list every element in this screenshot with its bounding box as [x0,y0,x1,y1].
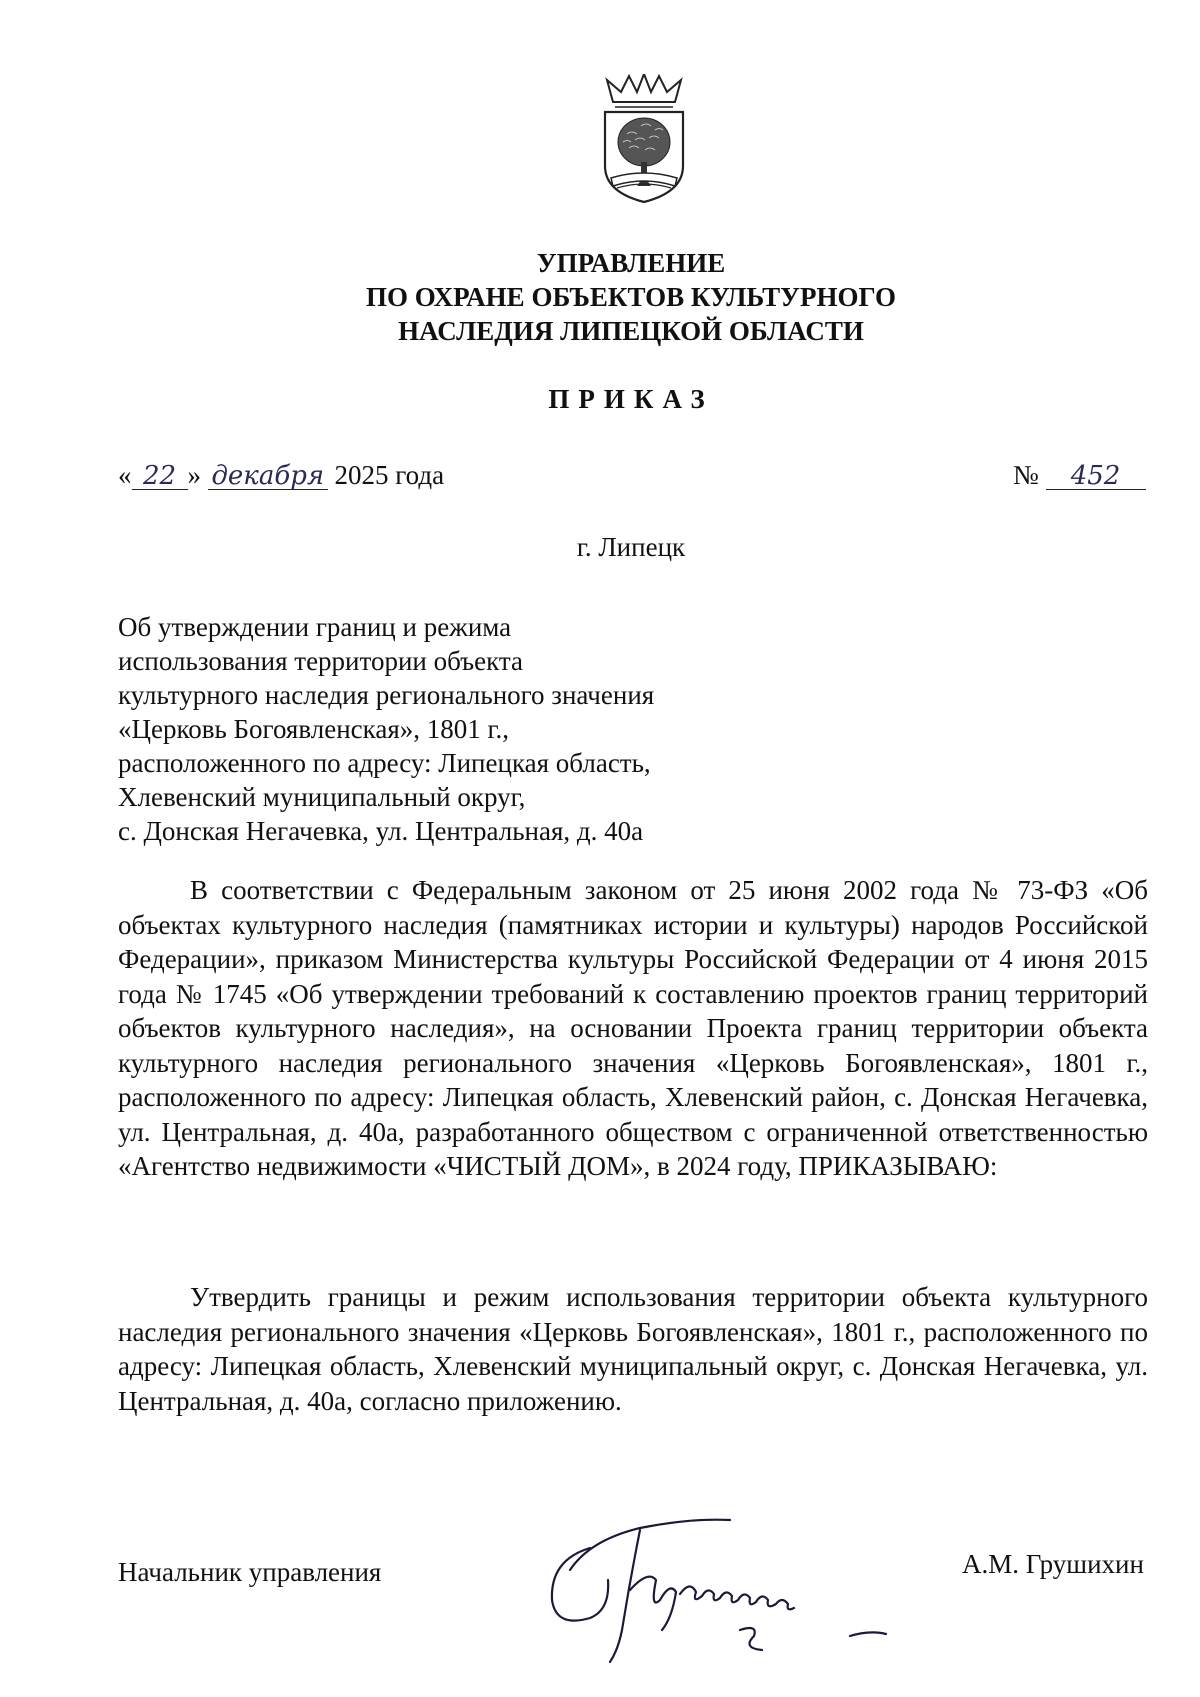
subject-line: культурного наследия регионального значения [118,680,655,710]
date-month: декабря [208,463,328,490]
order-subject [118,610,654,848]
signer-position: Начальник управления [118,1557,382,1587]
signer-name: А.М. Грушихин [962,1549,1144,1579]
number-value: 452 [1046,463,1146,490]
date-close-quote: » [187,460,201,490]
header-line-2: ПО ОХРАНЕ ОБЪЕКТОВ КУЛЬТУРНОГО [366,282,896,312]
subject-line: использования территории объекта [118,646,523,676]
header-line-3: НАСЛЕДИЯ ЛИПЕЦКОЙ ОБЛАСТИ [398,316,864,346]
subject-line: Об утверждении границ и режима [118,612,512,642]
coat-of-arms-icon [599,74,689,204]
order-number [1013,460,1146,491]
order-city: г. Липецк [576,532,686,562]
body-paragraph-1: В соответствии с Федеральным законом от 25 июня 2002 года № 73-ФЗ «Об объектах культурного наследия (памятниках истории и культуры) народов Российской Федерации», приказом Министерства культуры Российской Федерации от 4 июня 2015 года № 1745 «Об утверждении требований к составлению проектов границ территорий объектов культурного наследия», на основании Проекта границ территории объекта культурного наследия регионального значения «Церковь Богоявленская», 1801 г., расположенного по адресу: Липецкая область, Хлевенский район, с. Донская Негачевка, ул. Центральная, д. 40а, разработанного обществом с ограниченной ответственностью «Агентство недвижимости «ЧИСТЫЙ ДОМ», в 2024 году, ПРИКАЗЫВАЮ: [118,875,1148,1181]
body-paragraph-2: Утвердить границы и режим использования территории объекта культурного наследия регионального значения «Церковь Богоявленская», 1801 г., расположенного по адресу: Липецкая область, Хлевенский муниципальный округ, с. Донская Негачевка, ул. Центральная, д. 40а, согласно приложению. [118,1282,1148,1416]
order-title: ПРИКАЗ [548,384,714,414]
order-date [118,460,444,491]
organization-header [0,246,1200,348]
handwritten-signature [530,1500,950,1670]
header-line-1: УПРАВЛЕНИЕ [536,248,726,278]
subject-line: расположенного по адресу: Липецкая область, [118,748,651,778]
date-open-quote: « [118,460,132,490]
subject-line: «Церковь Богоявленская», 1801 г., [118,714,510,744]
date-day: 22 [132,463,188,490]
date-year: 2025 года [334,460,445,490]
subject-line: Хлевенский муниципальный округ, [118,782,526,812]
subject-line: с. Донская Негачевка, ул. Центральная, д. 40а [118,816,644,846]
number-label: № [1013,460,1039,490]
